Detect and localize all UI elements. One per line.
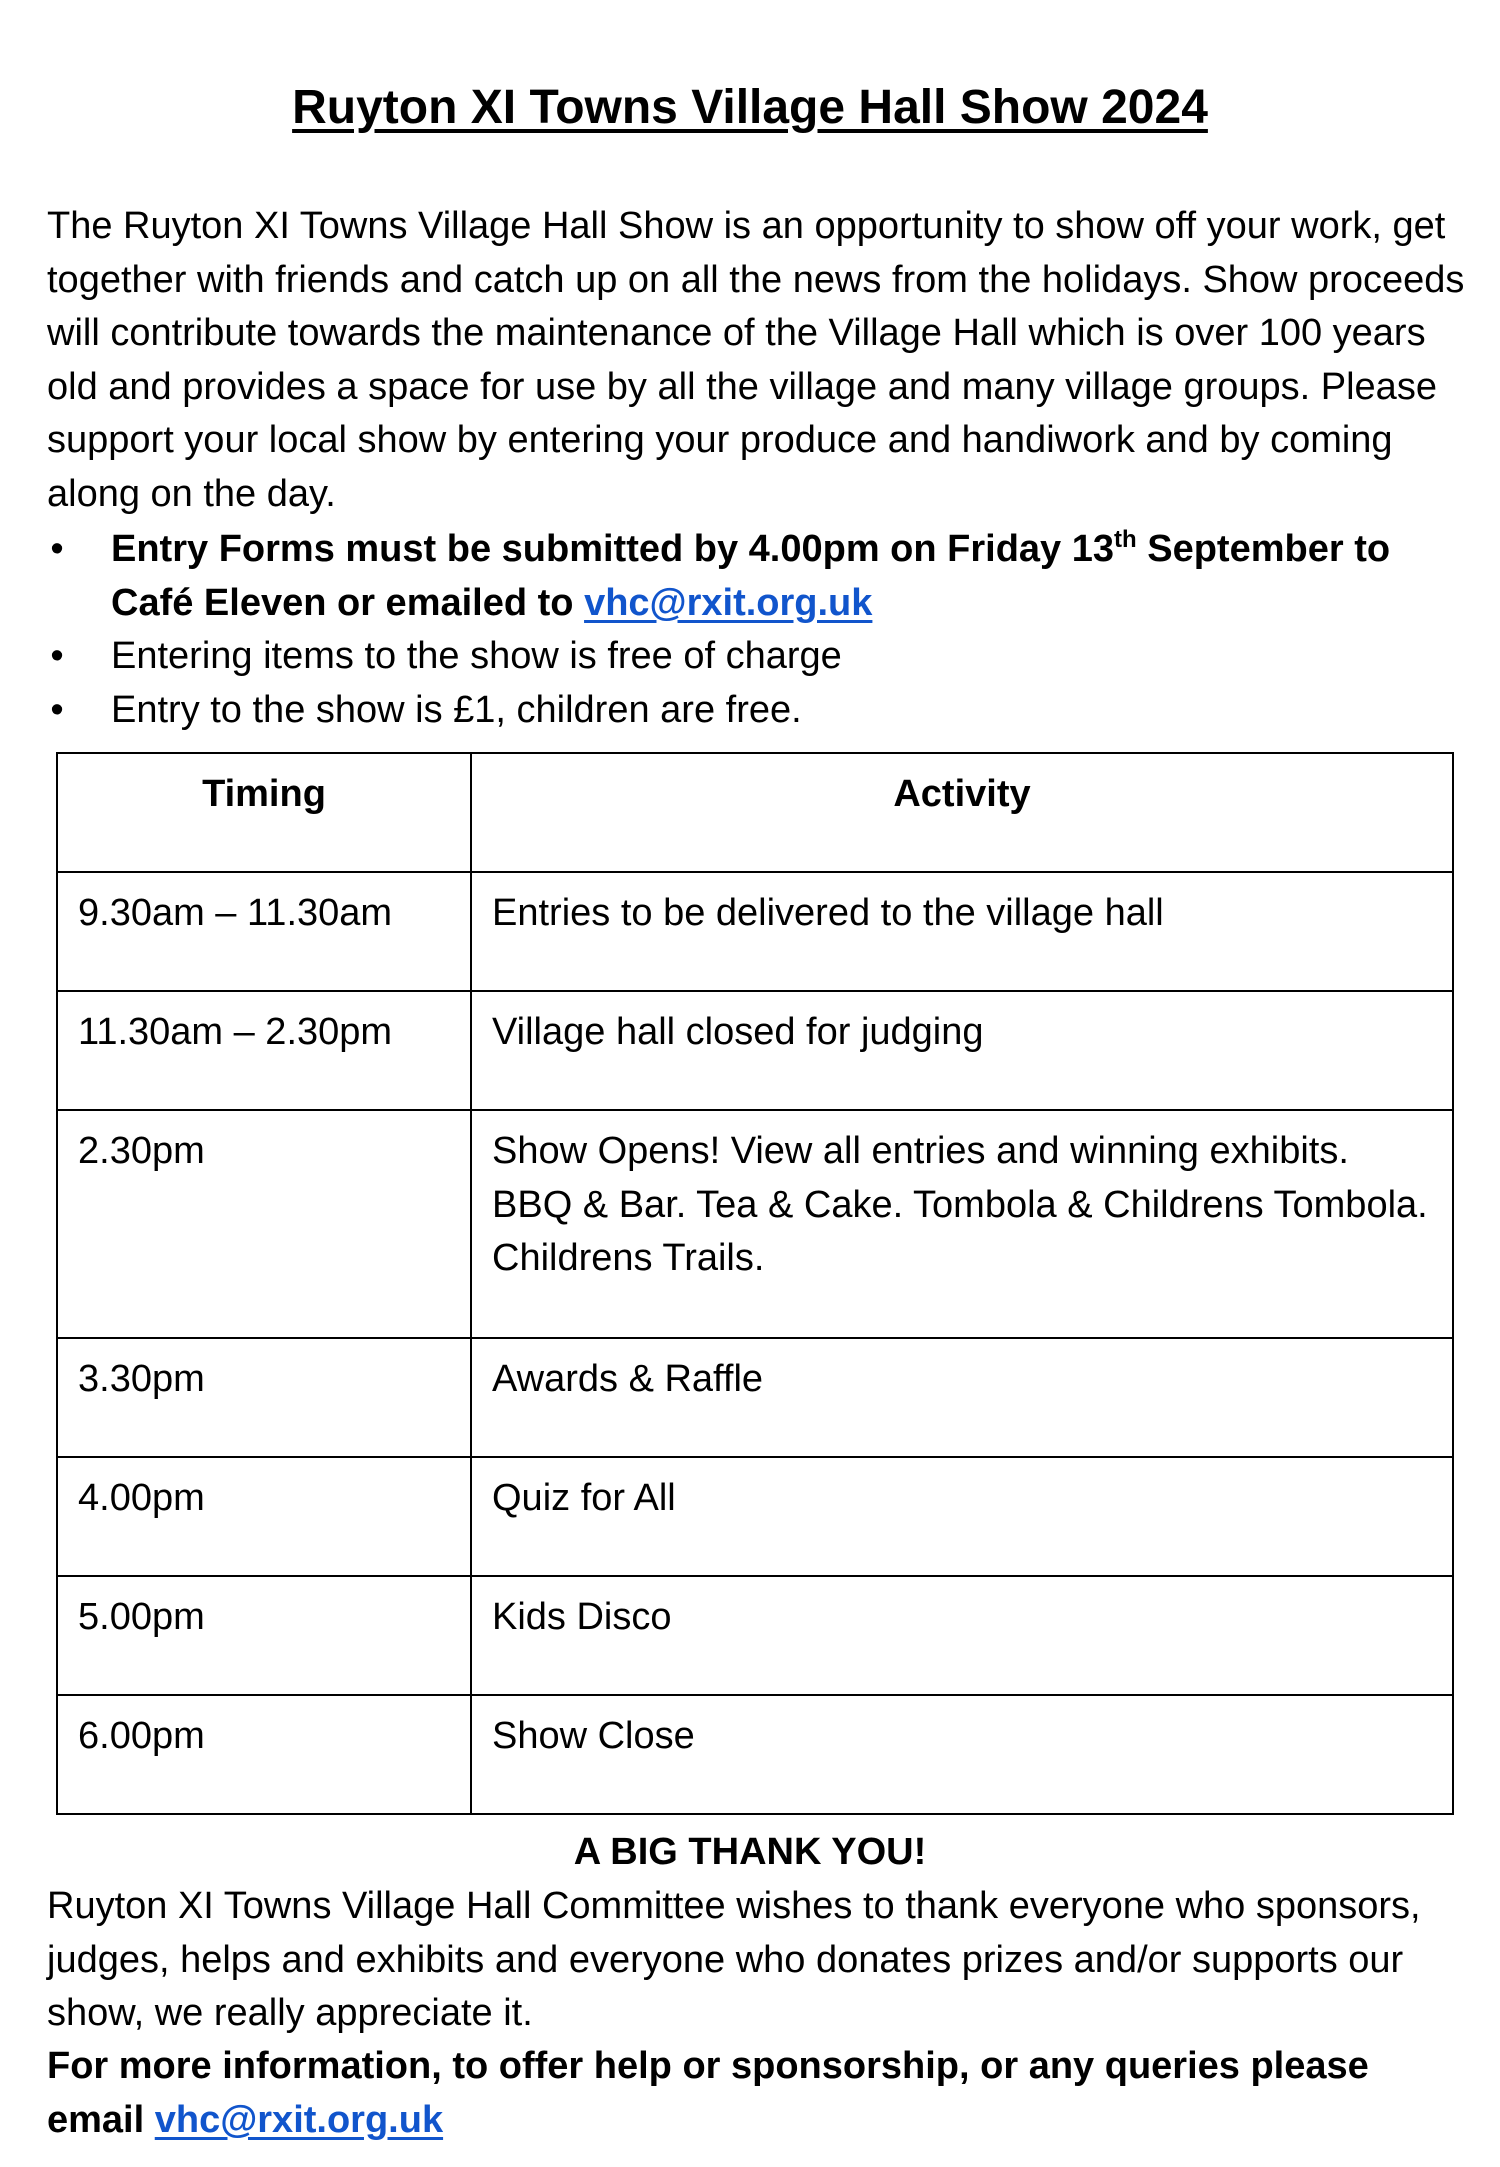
bullet-icon: • — [50, 528, 64, 570]
info-bullet-list — [47, 523, 1467, 737]
bullet-admission — [47, 684, 1467, 738]
table-header-row — [57, 753, 1453, 872]
entry-email-link[interactable]: vhc@rxit.org.uk — [584, 581, 873, 624]
activity-cell: Kids Disco — [471, 1576, 1453, 1695]
timing-cell: 5.00pm — [57, 1576, 471, 1695]
table-row — [57, 872, 1453, 991]
bullet-icon: • — [50, 688, 64, 731]
thank-you-heading: A BIG THANK YOU! — [573, 1831, 927, 1873]
bullet-icon: • — [50, 635, 64, 677]
activity-cell: Quiz for All — [471, 1457, 1453, 1576]
more-info-paragraph — [47, 2040, 1467, 2147]
activity-cell: Awards & Raffle — [471, 1338, 1453, 1457]
table-row — [57, 1457, 1453, 1576]
bullet-free-entry — [47, 630, 1467, 684]
activity-cell: Show Opens! View all entries and winning exhibits. BBQ & Bar. Tea & Cake. Tombola & Childrens Tombola. Childrens Trails. — [471, 1110, 1453, 1338]
table-row — [57, 1695, 1453, 1814]
contact-email-link[interactable]: vhc@rxit.org.uk — [154, 2098, 444, 2141]
table-row — [57, 991, 1453, 1110]
ordinal-suffix: th — [1114, 526, 1137, 553]
thank-you-paragraph: Ruyton XI Towns Village Hall Committee wishes to thank everyone who sponsors, judges, helps and exhibits and everyone who donates prizes and/or supports our show, we really appreciate it. — [47, 1885, 1421, 2034]
admission-text: Entry to the show is £1, children are free. — [111, 688, 802, 731]
activity-cell: Village hall closed for judging — [471, 991, 1453, 1110]
timing-cell: 2.30pm — [57, 1110, 471, 1338]
header-activity: Activity — [471, 753, 1453, 872]
entry-deadline-text: Entry Forms must be submitted by 4.00pm on Friday 13 — [111, 528, 1115, 570]
table-row — [57, 1110, 1453, 1338]
free-entry-text: Entering items to the show is free of charge — [111, 635, 842, 677]
table-row — [57, 1576, 1453, 1695]
page-title: Ruyton XI Towns Village Hall Show 2024 — [292, 81, 1208, 134]
header-timing: Timing — [57, 753, 471, 872]
timing-cell: 6.00pm — [57, 1695, 471, 1814]
schedule-table — [56, 752, 1454, 1815]
more-info-text: For more information, to offer help or sponsorship, or any queries please email — [47, 2045, 1369, 2141]
entry-deadline-text-2: September to Café Eleven or emailed to — [111, 528, 1391, 624]
timing-cell: 9.30am – 11.30am — [57, 872, 471, 991]
activity-cell: Show Close — [471, 1695, 1453, 1814]
table-row — [57, 1338, 1453, 1457]
timing-cell: 4.00pm — [57, 1457, 471, 1576]
activity-cell: Entries to be delivered to the village hall — [471, 872, 1453, 991]
intro-paragraph: The Ruyton XI Towns Village Hall Show is an opportunity to show off your work, get together with friends and catch up on all the news from the holidays. Show proceeds will contribute towards the maintenance of the Village Hall which is over 100 years old and provides a space for use by all the village and many village groups. Please support your local show by entering your produce and handiwork and by coming along on the day. — [47, 205, 1465, 515]
timing-cell: 3.30pm — [57, 1338, 471, 1457]
timing-cell: 11.30am – 2.30pm — [57, 991, 471, 1110]
bullet-entry-forms — [47, 523, 1467, 630]
